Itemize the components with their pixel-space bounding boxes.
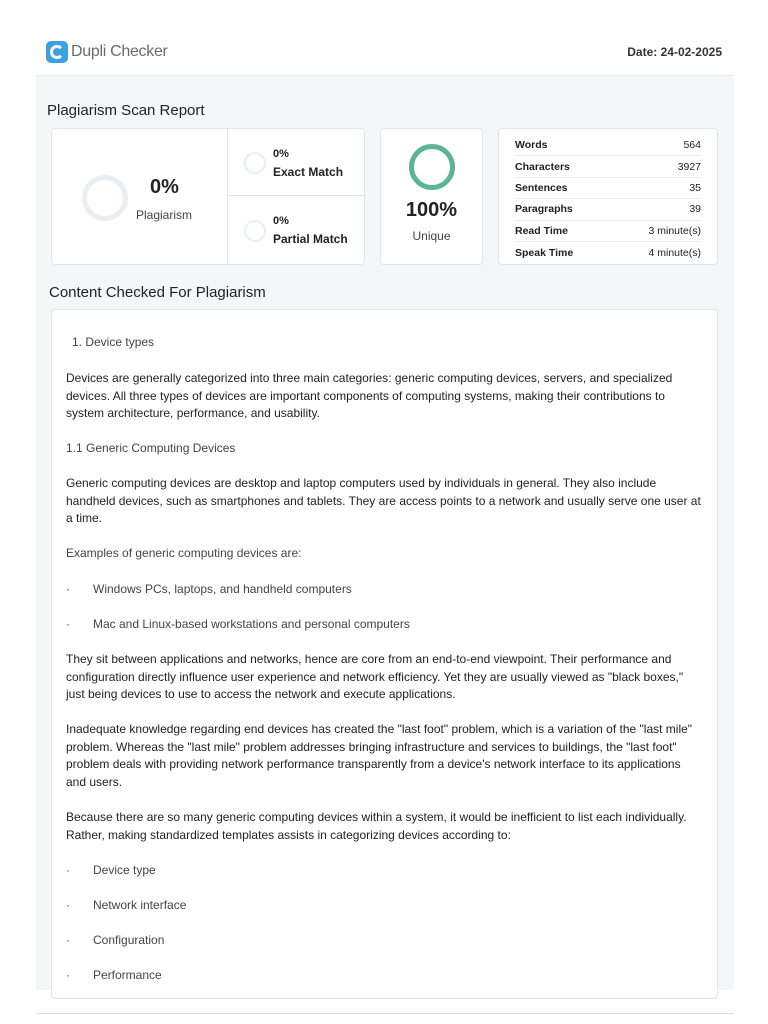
partial-match-percent: 0% (273, 215, 289, 227)
list-item (66, 967, 702, 985)
list-item-text: Configuration (93, 933, 165, 947)
list-item (66, 581, 702, 599)
report-date: Date: 24-02-2025 (627, 45, 722, 59)
list-item-text: Mac and Linux-based workstations and personal computers (93, 617, 410, 631)
exact-match (229, 129, 365, 196)
list-item-text: Device type (93, 863, 156, 877)
subsection-heading: 1.1 Generic Computing Devices (66, 441, 236, 455)
scan-report-title: Plagiarism Scan Report (47, 102, 205, 119)
paragraph: Inadequate knowledge regarding end devices has created the "last foot" problem, which is a variation of the "last mile" problem. Whereas the "last mile" problem addresses bringing infrastructure and services to buildings, the "last foot" problem deals with providing network performance transparently from a device's network interface to its applications and users. (66, 722, 693, 789)
partial-match-ring-icon (244, 220, 266, 242)
stat-row (515, 156, 701, 177)
footer-divider (36, 1013, 734, 1014)
paragraph: Because there are so many generic computing devices within a system, it would be inefficient to list each individually. Rather, making standardized templates assists in categorizing devices according to: (66, 810, 687, 842)
stat-name: Speak Time (515, 246, 574, 259)
stat-value: 35 (689, 181, 701, 194)
plagiarism-summary (52, 129, 228, 264)
stat-value: 39 (689, 203, 701, 216)
report-panel (36, 75, 734, 990)
stat-row (515, 135, 701, 156)
list-item-text: Network interface (93, 898, 187, 912)
stat-name: Read Time (515, 224, 568, 237)
paragraph: Generic computing devices are desktop and laptop computers used by individuals in general. They also include handheld devices, such as smartphones and tablets. They are access points to a network and usually serve one user at a time. (66, 476, 701, 526)
stat-row (515, 221, 701, 242)
bullet-icon: · (66, 933, 70, 947)
unique-label: Unique (412, 229, 451, 243)
stat-row (515, 242, 701, 263)
section-heading: 1. Device types (72, 335, 155, 349)
dupli-checker-logo-icon (46, 41, 68, 63)
list-item (66, 862, 702, 880)
list-item-text: Performance (93, 968, 162, 982)
stat-name: Words (515, 139, 548, 152)
bullet-icon: · (66, 582, 70, 596)
stat-name: Sentences (515, 181, 568, 194)
logo (46, 41, 168, 63)
content-checked-title: Content Checked For Plagiarism (49, 284, 266, 301)
stat-value: 4 minute(s) (648, 246, 701, 259)
header (36, 30, 734, 74)
list-item (66, 932, 702, 950)
plagiarism-ring-icon (82, 175, 128, 221)
exact-match-percent: 0% (273, 148, 289, 160)
partial-match-label: Partial Match (273, 232, 348, 246)
unique-percent: 100% (405, 199, 458, 221)
stat-value: 3 minute(s) (648, 224, 701, 237)
plagiarism-percent: 0% (150, 176, 179, 198)
stat-row (515, 199, 701, 220)
stat-value: 564 (683, 139, 701, 152)
bullet-icon: · (66, 968, 70, 982)
paragraph: Examples of generic computing devices are: (66, 546, 302, 560)
bullet-icon: · (66, 617, 70, 631)
stats-card (498, 128, 718, 265)
partial-match (229, 197, 365, 264)
list-item (66, 616, 702, 634)
bullet-icon: · (66, 863, 70, 877)
stat-value: 3927 (677, 160, 701, 173)
paragraph: Devices are generally categorized into three main categories: generic computing devices, servers, and specialized devices. All three types of devices are important components of computing systems, making their contributions to system architecture, performance, and usability. (66, 371, 673, 421)
paragraph: They sit between applications and networks, hence are core from an end-to-end viewpoint. Their performance and configuration directly influence user experience and network efficiency. Yet they are usually viewed as "black boxes," just being devices to use to access the network and execute applications. (66, 652, 684, 702)
stat-row (515, 178, 701, 199)
logo-text: Dupli Checker (71, 43, 168, 60)
list-item (66, 897, 702, 915)
checked-content-card (51, 309, 718, 999)
stat-name: Characters (515, 160, 570, 173)
exact-match-ring-icon (244, 152, 266, 174)
plagiarism-card (51, 128, 365, 265)
exact-match-label: Exact Match (273, 165, 344, 179)
bullet-icon: · (66, 898, 70, 912)
plagiarism-label: Plagiarism (136, 208, 193, 222)
unique-ring-icon (409, 144, 455, 190)
unique-card (380, 128, 483, 265)
list-item-text: Windows PCs, laptops, and handheld computers (93, 582, 352, 596)
stat-name: Paragraphs (515, 203, 573, 216)
